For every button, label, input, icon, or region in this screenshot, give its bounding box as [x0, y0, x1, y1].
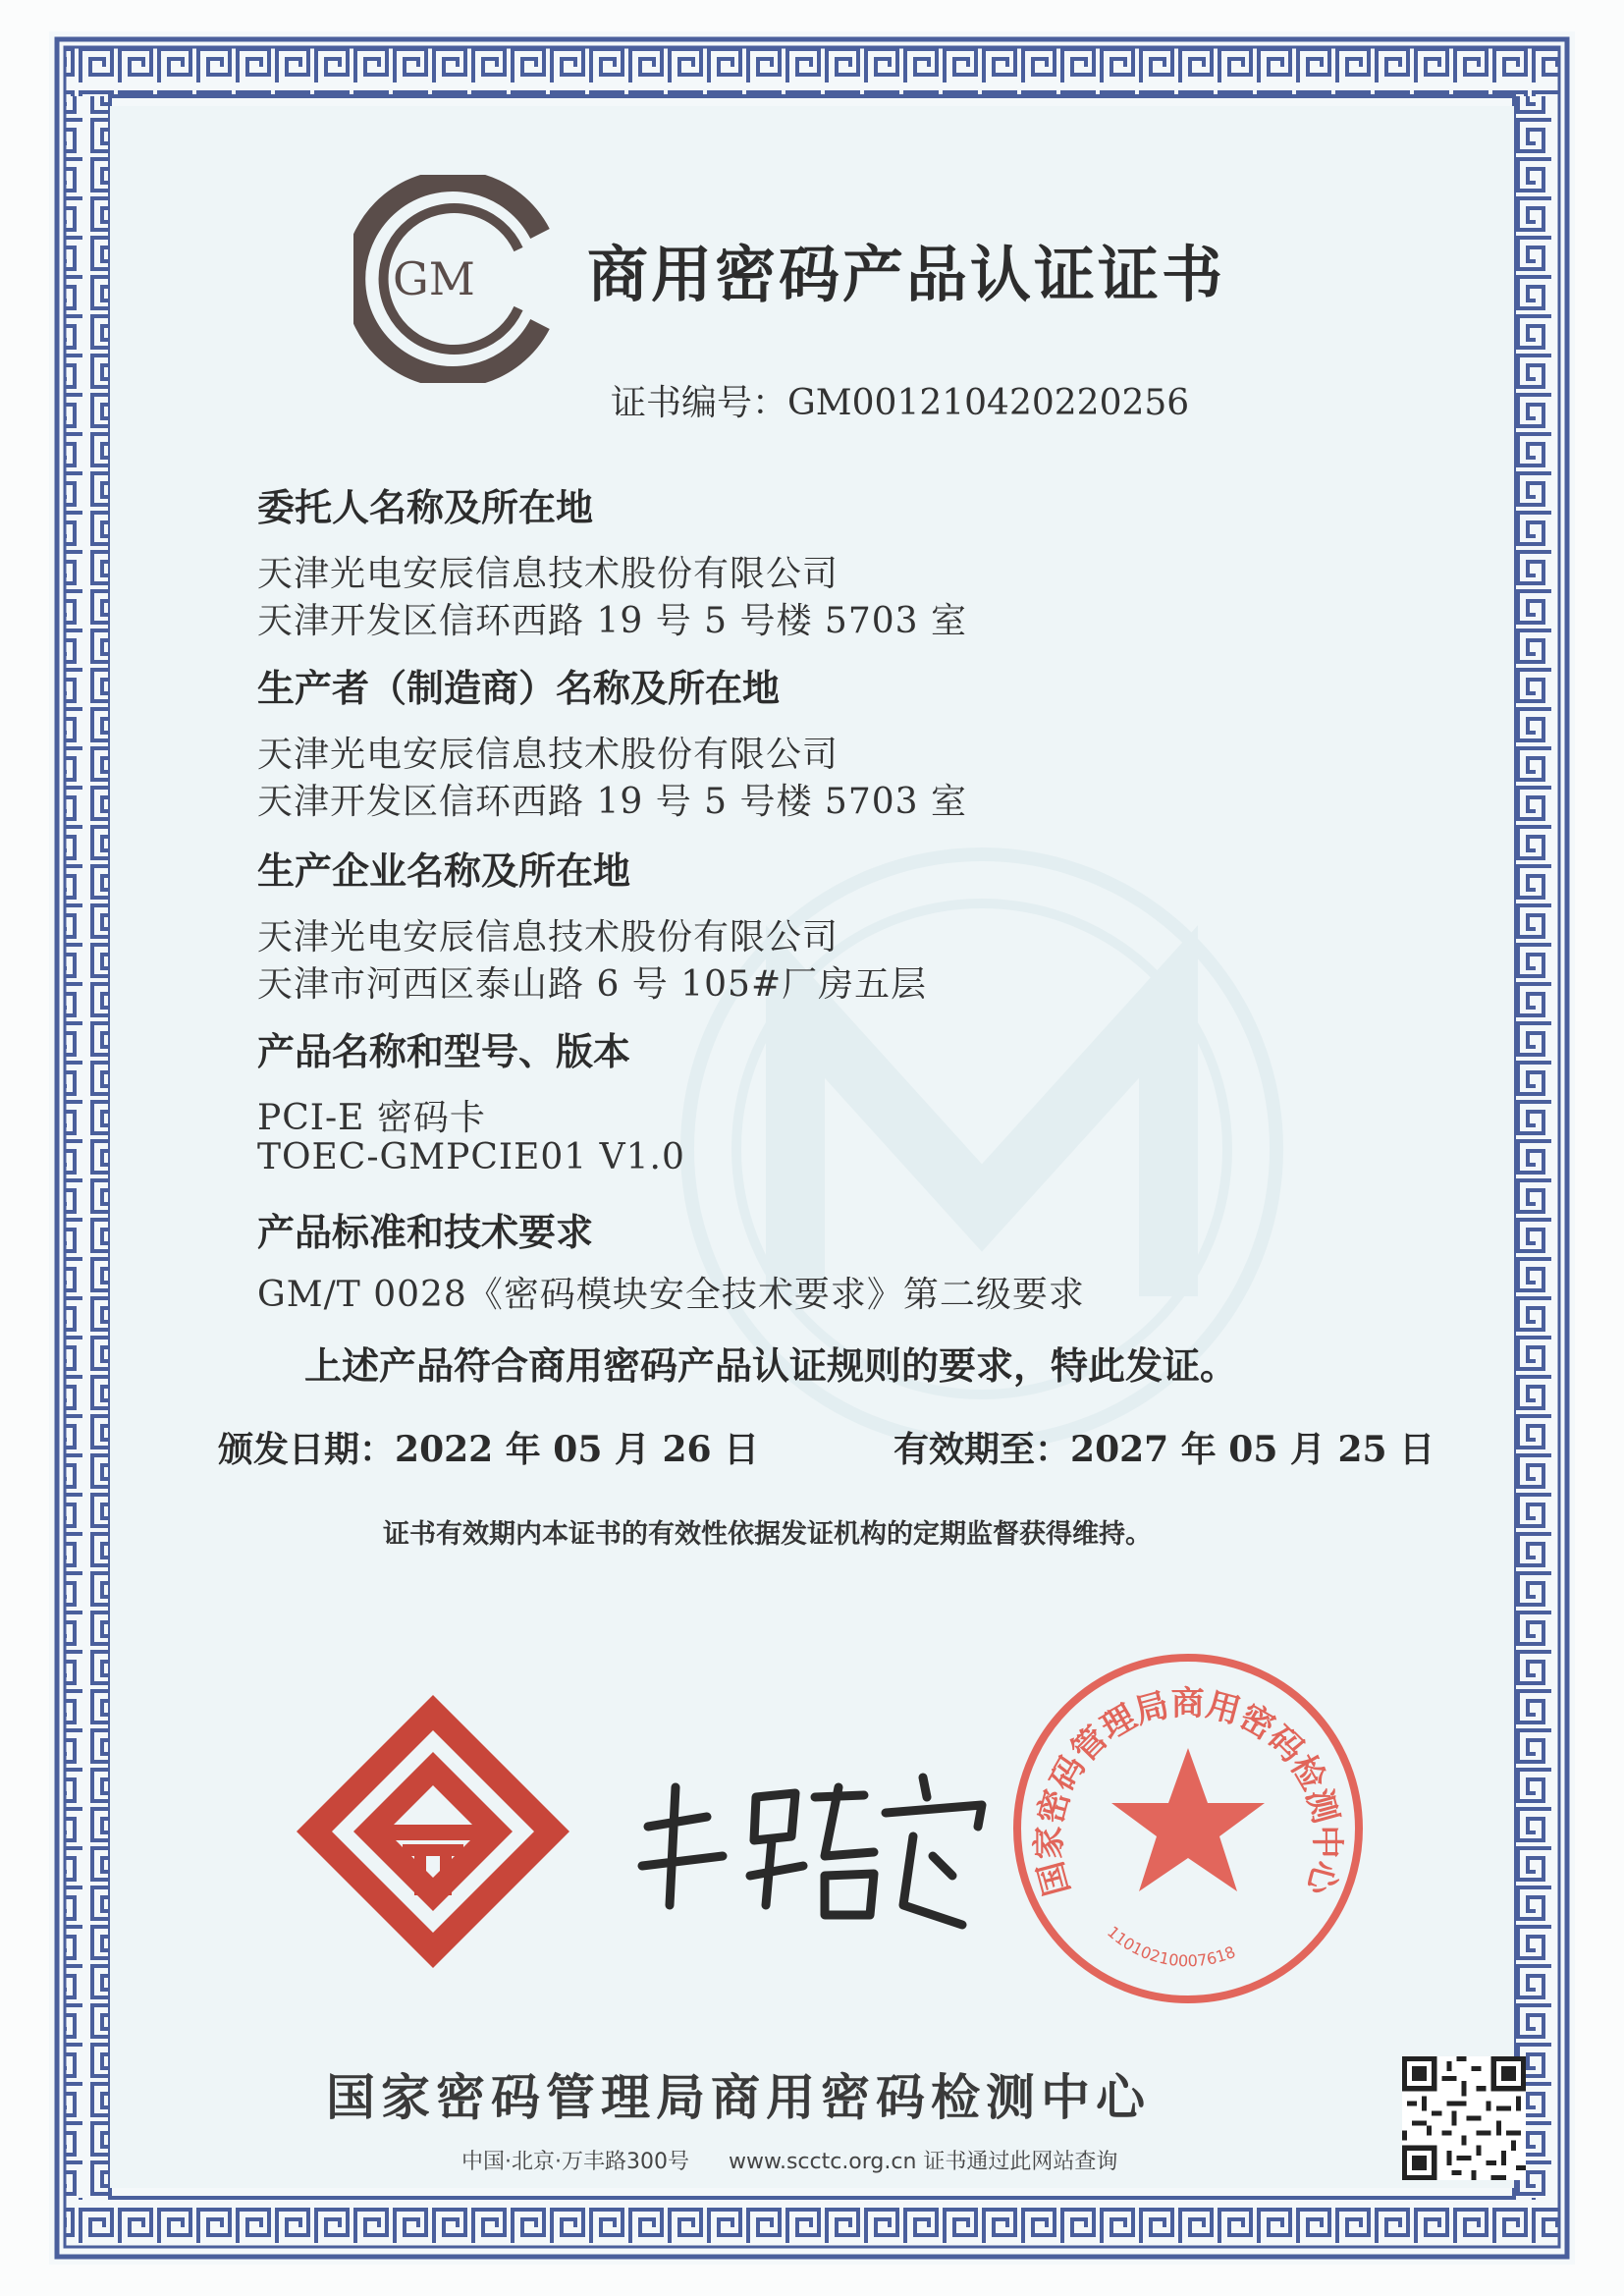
footer-website-note: www.scctc.org.cn 证书通过此网站查询: [728, 2150, 1118, 2174]
production-company-address: 天津市河西区泰山路 6 号 105#厂房五层: [257, 964, 928, 1005]
certificate-number-value: GM001210420220256: [787, 383, 1190, 423]
section-heading-client: 委托人名称及所在地: [257, 486, 594, 529]
issuing-authority: 国家密码管理局商用密码检测中心: [326, 2069, 1151, 2126]
svg-text:1101021000761​8: 1101021000761​8: [1103, 1922, 1238, 1971]
certificate-number: [611, 375, 1189, 425]
footer-info: [461, 2145, 1117, 2175]
issue-date: [218, 1422, 759, 1472]
production-company-name: 天津光电安辰信息技术股份有限公司: [257, 917, 839, 957]
svg-text:国家密码管理局商用密码检测中心: 国家密码管理局商用密码检测中心: [1029, 1683, 1347, 1900]
footer-address: 中国·北京·万丰路300号: [461, 2150, 689, 2174]
expiry-date: [893, 1422, 1435, 1472]
validity-note: 证书有效期内本证书的有效性依据发证机构的定期监督获得维持。: [383, 1519, 1152, 1550]
conformity-statement: 上述产品符合商用密码产品认证规则的要求，特此发证。: [304, 1344, 1238, 1388]
section-heading-standard: 产品标准和技术要求: [257, 1211, 594, 1254]
certificate-title: 商用密码产品认证证书: [587, 239, 1226, 310]
svg-text:GM: GM: [393, 252, 475, 305]
official-seal: [1005, 1646, 1371, 2011]
issue-date-value: 2022 年 05 月 26 日: [395, 1429, 760, 1470]
issue-date-label: 颁发日期：: [218, 1430, 396, 1470]
section-heading-manufacturer: 生产者（制造商）名称及所在地: [257, 667, 781, 710]
certification-mark-icon: [293, 1691, 573, 1972]
section-heading-product: 产品名称和型号、版本: [257, 1030, 631, 1073]
certificate-number-label: 证书编号：: [611, 383, 788, 423]
expiry-date-value: 2027 年 05 月 25 日: [1070, 1429, 1435, 1470]
director-signature: [628, 1758, 1001, 1954]
product-model-version: TOEC-GMPCIE01 V1.0: [257, 1137, 685, 1177]
manufacturer-address: 天津开发区信环西路 19 号 5 号楼 5703 室: [257, 782, 967, 822]
section-heading-production-company: 生产企业名称及所在地: [257, 849, 631, 893]
gm-logo-icon: [353, 175, 562, 383]
qr-code[interactable]: [1402, 2056, 1526, 2180]
expiry-date-label: 有效期至：: [893, 1430, 1071, 1470]
client-address: 天津开发区信环西路 19 号 5 号楼 5703 室: [257, 601, 967, 641]
product-name: PCI-E 密码卡: [257, 1098, 486, 1138]
manufacturer-name: 天津光电安辰信息技术股份有限公司: [257, 735, 839, 775]
product-standard: GM/T 0028《密码模块安全技术要求》第二级要求: [257, 1275, 1085, 1315]
client-name: 天津光电安辰信息技术股份有限公司: [257, 554, 839, 594]
